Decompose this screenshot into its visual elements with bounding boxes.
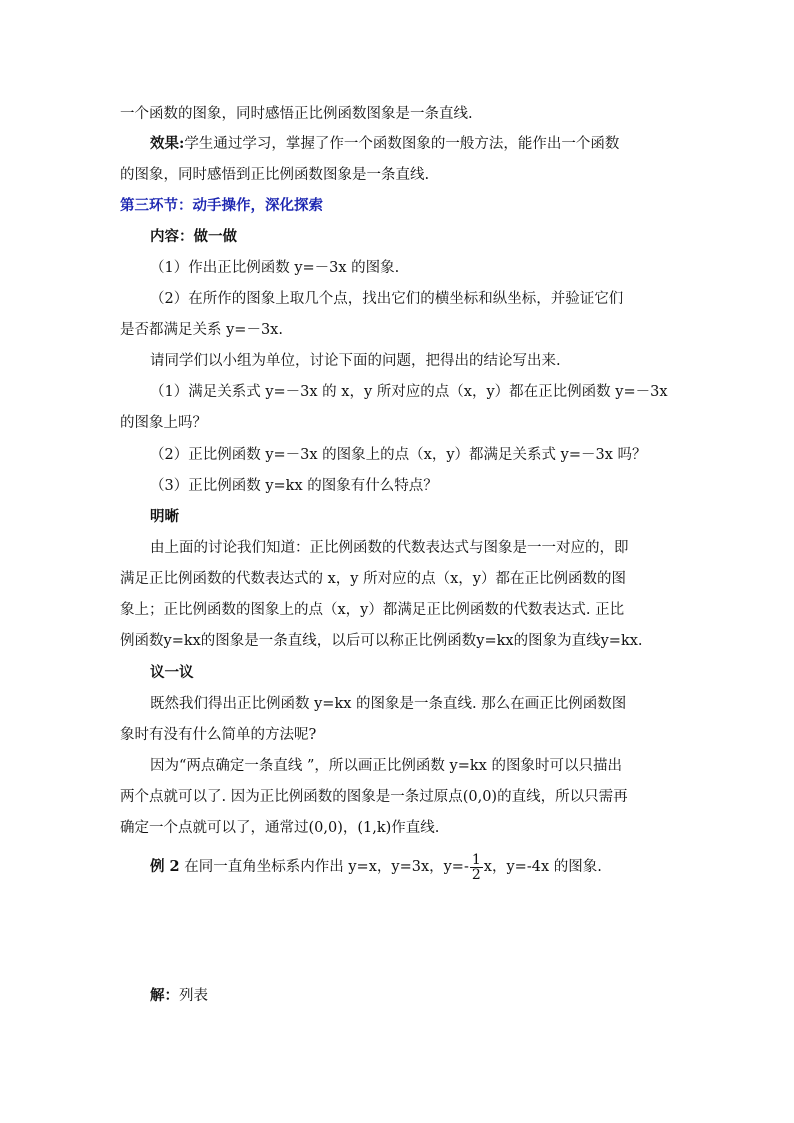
discuss-label: 议一议 [150,664,194,681]
clarify-label: 明晰 [150,508,179,525]
paragraph-line: 象上；正比例函数的图象上的点（x，y）都满足正比例函数的代数表达式. 正比 [120,602,625,618]
effect-paragraph [150,134,619,154]
example-text-a: 在同一直角坐标系内作出 y=x，y=3x，y=- [179,859,469,875]
paragraph-line: （2）在所作的图象上取几个点，找出它们的横坐标和纵坐标，并验证它们 [150,291,624,307]
solution-label: 解： [150,987,179,1004]
example-2 [150,849,602,885]
paragraph-line: 请同学们以小组为单位，讨论下面的问题，把得出的结论写出来. [150,353,561,369]
paragraph-line: 既然我们得出正比例函数 y=kx 的图象是一条直线. 那么在画正比例函数图 [150,696,627,712]
paragraph-line: （2）正比例函数 y=－3x 的图象上的点（x，y）都满足关系式 y=－3x 吗？ [150,447,647,463]
paragraph-line: 满足正比例函数的代数表达式的 x，y 所对应的点（x，y）都在正比例函数的图 [120,571,626,587]
paragraph-line: 例函数y=kx的图象是一条直线，以后可以称正比例函数y=kx的图象为直线y=kx. [120,633,643,649]
paragraph-line: 确定一个点就可以了，通常过(0,0)，(1,k)作直线. [120,820,440,836]
example-text-b: x，y=-4x 的图象. [483,859,602,875]
paragraph-line: 象时有没有什么简单的方法呢? [120,727,317,743]
paragraph-line: 由上面的讨论我们知道：正比例函数的代数表达式与图象是一一对应的，即 [150,540,629,556]
paragraph-line: 的图象，同时感悟到正比例函数图象是一条直线. [120,167,430,183]
paragraph-line: （1）作出正比例函数 y=－3x 的图象. [150,260,400,276]
effect-text: 学生通过学习，掌握了作一个函数图象的一般方法，能作出一个函数 [184,136,620,152]
section-heading: 第三环节：动手操作，深化探索 [120,197,323,214]
content-label: 内容：做一做 [150,228,237,245]
paragraph-line: （1）满足关系式 y=－3x 的 x，y 所对应的点（x，y）都在正比例函数 y=－3x [150,384,668,400]
fraction-numerator: 1 [471,851,481,868]
paragraph-line: （3）正比例函数 y=kx 的图象有什么特点？ [150,478,438,494]
paragraph-line: 两个点就可以了. 因为正比例函数的图象是一条过原点(0,0)的直线，所以只需再 [120,789,628,805]
paragraph-line: 因为“两点确定一条直线 ”，所以画正比例函数 y=kx 的图象时可以只描出 [150,758,622,774]
fraction-denominator: 2 [471,866,481,883]
fraction-one-half [470,853,483,882]
paragraph-line: 一个函数的图象，同时感悟正比例函数图象是一条直线. [120,106,473,122]
paragraph-line: 的图象上吗？ [120,415,207,431]
solution-line [150,986,208,1006]
paragraph-line: 是否都满足关系 y=－3x. [120,322,283,338]
effect-label: 效果: [150,135,185,152]
solution-text: 列表 [179,988,208,1004]
example-label: 例 2 [150,858,180,875]
